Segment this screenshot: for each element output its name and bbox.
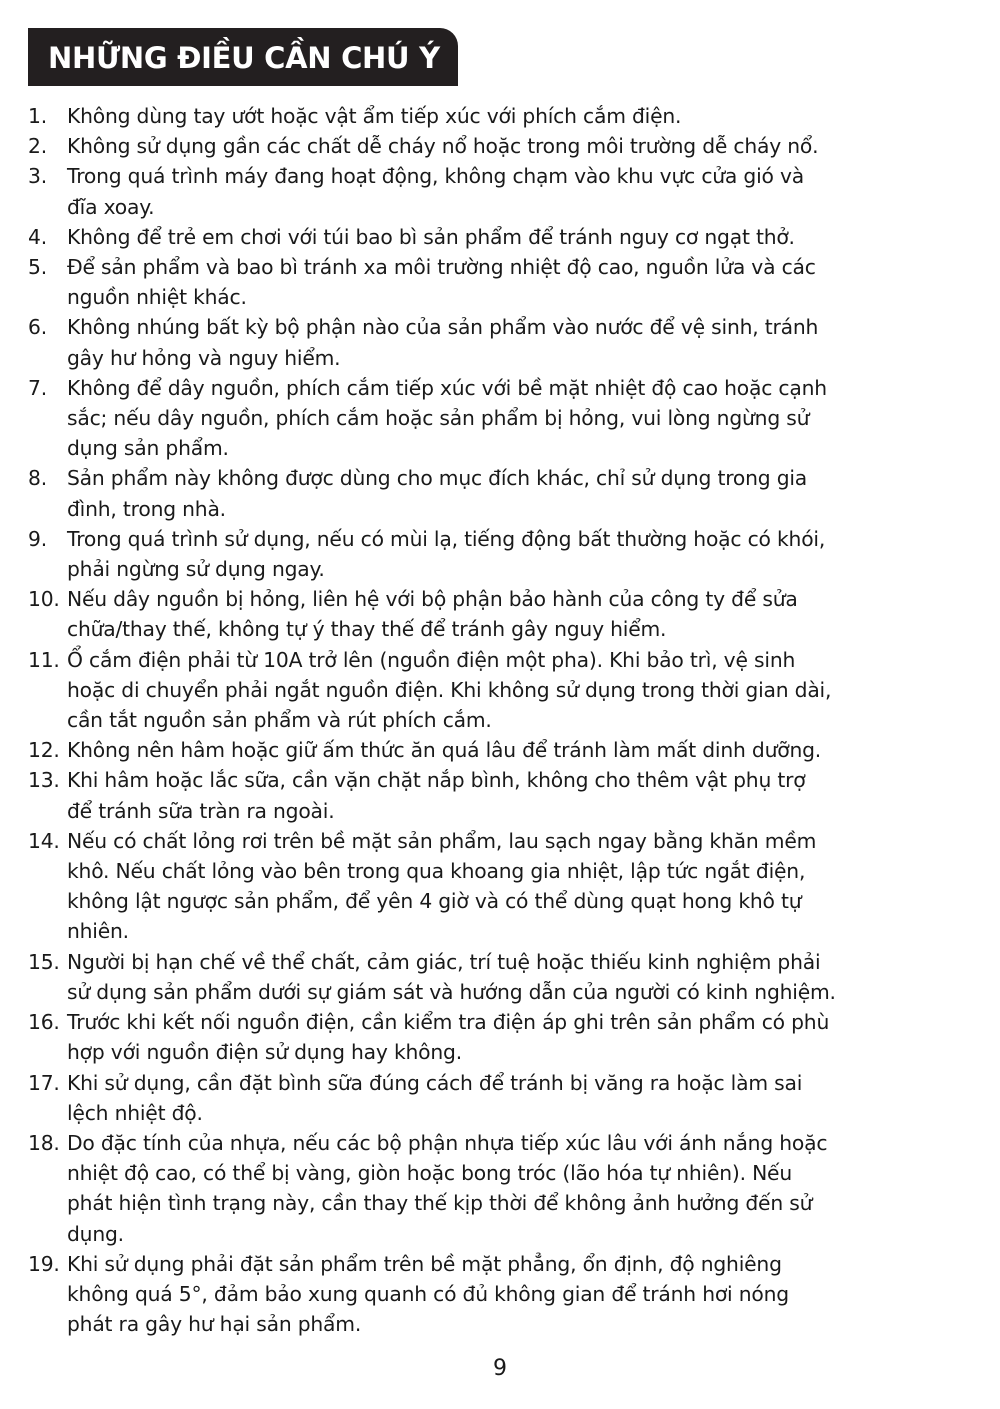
page-number: 9 (493, 1356, 507, 1381)
item-text: Khi sử dụng phải đặt sản phẩm trên bề mặt phẳng, ổn định, độ nghiêng không quá 5°, đảm bảo xung quanh có đủ không gian để tránh hơi nóng phát ra gây hư hại sản phẩm. (67, 1251, 789, 1337)
item-text: Để sản phẩm và bao bì tránh xa môi trường nhiệt độ cao, nguồn lửa và các nguồn nhiệt khác. (67, 255, 816, 310)
list-item (28, 524, 976, 584)
item-text: Không để trẻ em chơi với túi bao bì sản phẩm để tránh nguy cơ ngạt thở. (67, 224, 795, 249)
item-text: Khi hâm hoặc lắc sữa, cần vặn chặt nắp bình, không cho thêm vật phụ trợ để tránh sữa tràn ra ngoài. (67, 768, 806, 823)
section-title: NHỮNG ĐIỀU CẦN CHÚ Ý (48, 41, 440, 75)
item-text: Không nên hâm hoặc giữ ấm thức ăn quá lâu để tránh làm mất dinh dưỡng. (67, 738, 822, 763)
item-text: Trong quá trình sử dụng, nếu có mùi lạ, tiếng động bất thường hoặc có khói, phải ngừng sử dụng ngay. (67, 526, 826, 582)
list-item (28, 947, 976, 1007)
list-item (28, 161, 976, 221)
item-number: 16. (28, 1010, 60, 1035)
item-text: Do đặc tính của nhựa, nếu các bộ phận nhựa tiếp xúc lâu với ánh nắng hoặc nhiệt độ cao, có thể bị vàng, giòn hoặc bong tróc (lão hóa tự nhiên). Nếu phát hiện tình trạng này, cần thay thế kịp thời để không ảnh hưởng đến sử dụng. (67, 1130, 828, 1246)
item-number: 11. (28, 647, 60, 672)
item-number: 13. (28, 768, 60, 793)
item-text: Trong quá trình máy đang hoạt động, không chạm vào khu vực cửa gió và đĩa xoay. (67, 164, 805, 219)
item-number: 7. (28, 375, 47, 400)
item-number: 19. (28, 1251, 60, 1276)
list-item (28, 463, 976, 523)
list-item (28, 131, 976, 161)
list-item (28, 252, 976, 312)
item-number: 8. (28, 466, 47, 491)
item-number: 1. (28, 104, 47, 128)
item-text: Nếu có chất lỏng rơi trên bề mặt sản phẩm, lau sạch ngay bằng khăn mềm khô. Nếu chất lỏng vào bên trong qua khoang gia nhiệt, lập tức ngắt điện, không lật ngược sản phẩm, để yên 4 giờ và có thể dùng quạt hong khô tự nhiên. (67, 828, 817, 944)
item-number: 5. (28, 255, 47, 280)
item-text: Khi sử dụng, cần đặt bình sữa đúng cách để tránh bị văng ra hoặc làm sai lệch nhiệt độ. (67, 1070, 803, 1125)
item-number: 3. (28, 164, 47, 189)
list-item (28, 1068, 976, 1128)
item-number: 18. (28, 1130, 60, 1155)
item-text: Người bị hạn chế về thể chất, cảm giác, trí tuệ hoặc thiếu kinh nghiệm phải sử dụng sản phẩm dưới sự giám sát và hướng dẫn của người có kinh nghiệm. (67, 949, 836, 1004)
section-header (28, 28, 458, 86)
item-text: Nếu dây nguồn bị hỏng, liên hệ với bộ phận bảo hành của công ty để sửa chữa/thay thế, không tự ý thay thế để tránh gây nguy hiểm. (67, 587, 798, 642)
item-text: Sản phẩm này không được dùng cho mục đích khác, chỉ sử dụng trong gia đình, trong nhà. (67, 466, 808, 521)
list-item (28, 1007, 976, 1067)
item-text: Không nhúng bất kỳ bộ phận nào của sản phẩm vào nước để vệ sinh, tránh gây hư hỏng và nguy hiểm. (67, 315, 819, 370)
item-number: 17. (28, 1070, 60, 1095)
list-item (28, 826, 976, 947)
list-item (28, 373, 976, 464)
item-text: Không dùng tay ướt hoặc vật ẩm tiếp xúc với phích cắm điện. (67, 104, 682, 128)
list-item (28, 101, 976, 131)
item-number: 9. (28, 526, 47, 551)
item-number: 4. (28, 224, 47, 249)
list-item (28, 584, 976, 644)
list-item (28, 1249, 976, 1340)
list-item (28, 765, 976, 825)
list-item (28, 312, 976, 372)
list-item (28, 735, 976, 765)
list-item (28, 645, 976, 736)
item-text: Trước khi kết nối nguồn điện, cần kiểm tra điện áp ghi trên sản phẩm có phù hợp với nguồn điện sử dụng hay không. (67, 1010, 830, 1065)
item-number: 10. (28, 587, 60, 612)
item-number: 15. (28, 949, 60, 974)
item-number: 6. (28, 315, 47, 340)
item-number: 2. (28, 134, 47, 159)
item-number: 12. (28, 738, 60, 763)
item-text: Ổ cắm điện phải từ 10A trở lên (nguồn điện một pha). Khi bảo trì, vệ sinh hoặc di chuyển phải ngắt nguồn điện. Khi không sử dụng trong thời gian dài, cần tắt nguồn sản phẩm và rút phích cắm. (67, 647, 832, 733)
list-item (28, 222, 976, 252)
notes-list (28, 101, 976, 1339)
list-item (28, 1128, 976, 1249)
item-text: Không sử dụng gần các chất dễ cháy nổ hoặc trong môi trường dễ cháy nổ. (67, 134, 819, 159)
item-text: Không để dây nguồn, phích cắm tiếp xúc với bề mặt nhiệt độ cao hoặc cạnh sắc; nếu dây nguồn, phích cắm hoặc sản phẩm bị hỏng, vui lòng ngừng sử dụng sản phẩm. (67, 375, 827, 461)
item-number: 14. (28, 828, 60, 853)
